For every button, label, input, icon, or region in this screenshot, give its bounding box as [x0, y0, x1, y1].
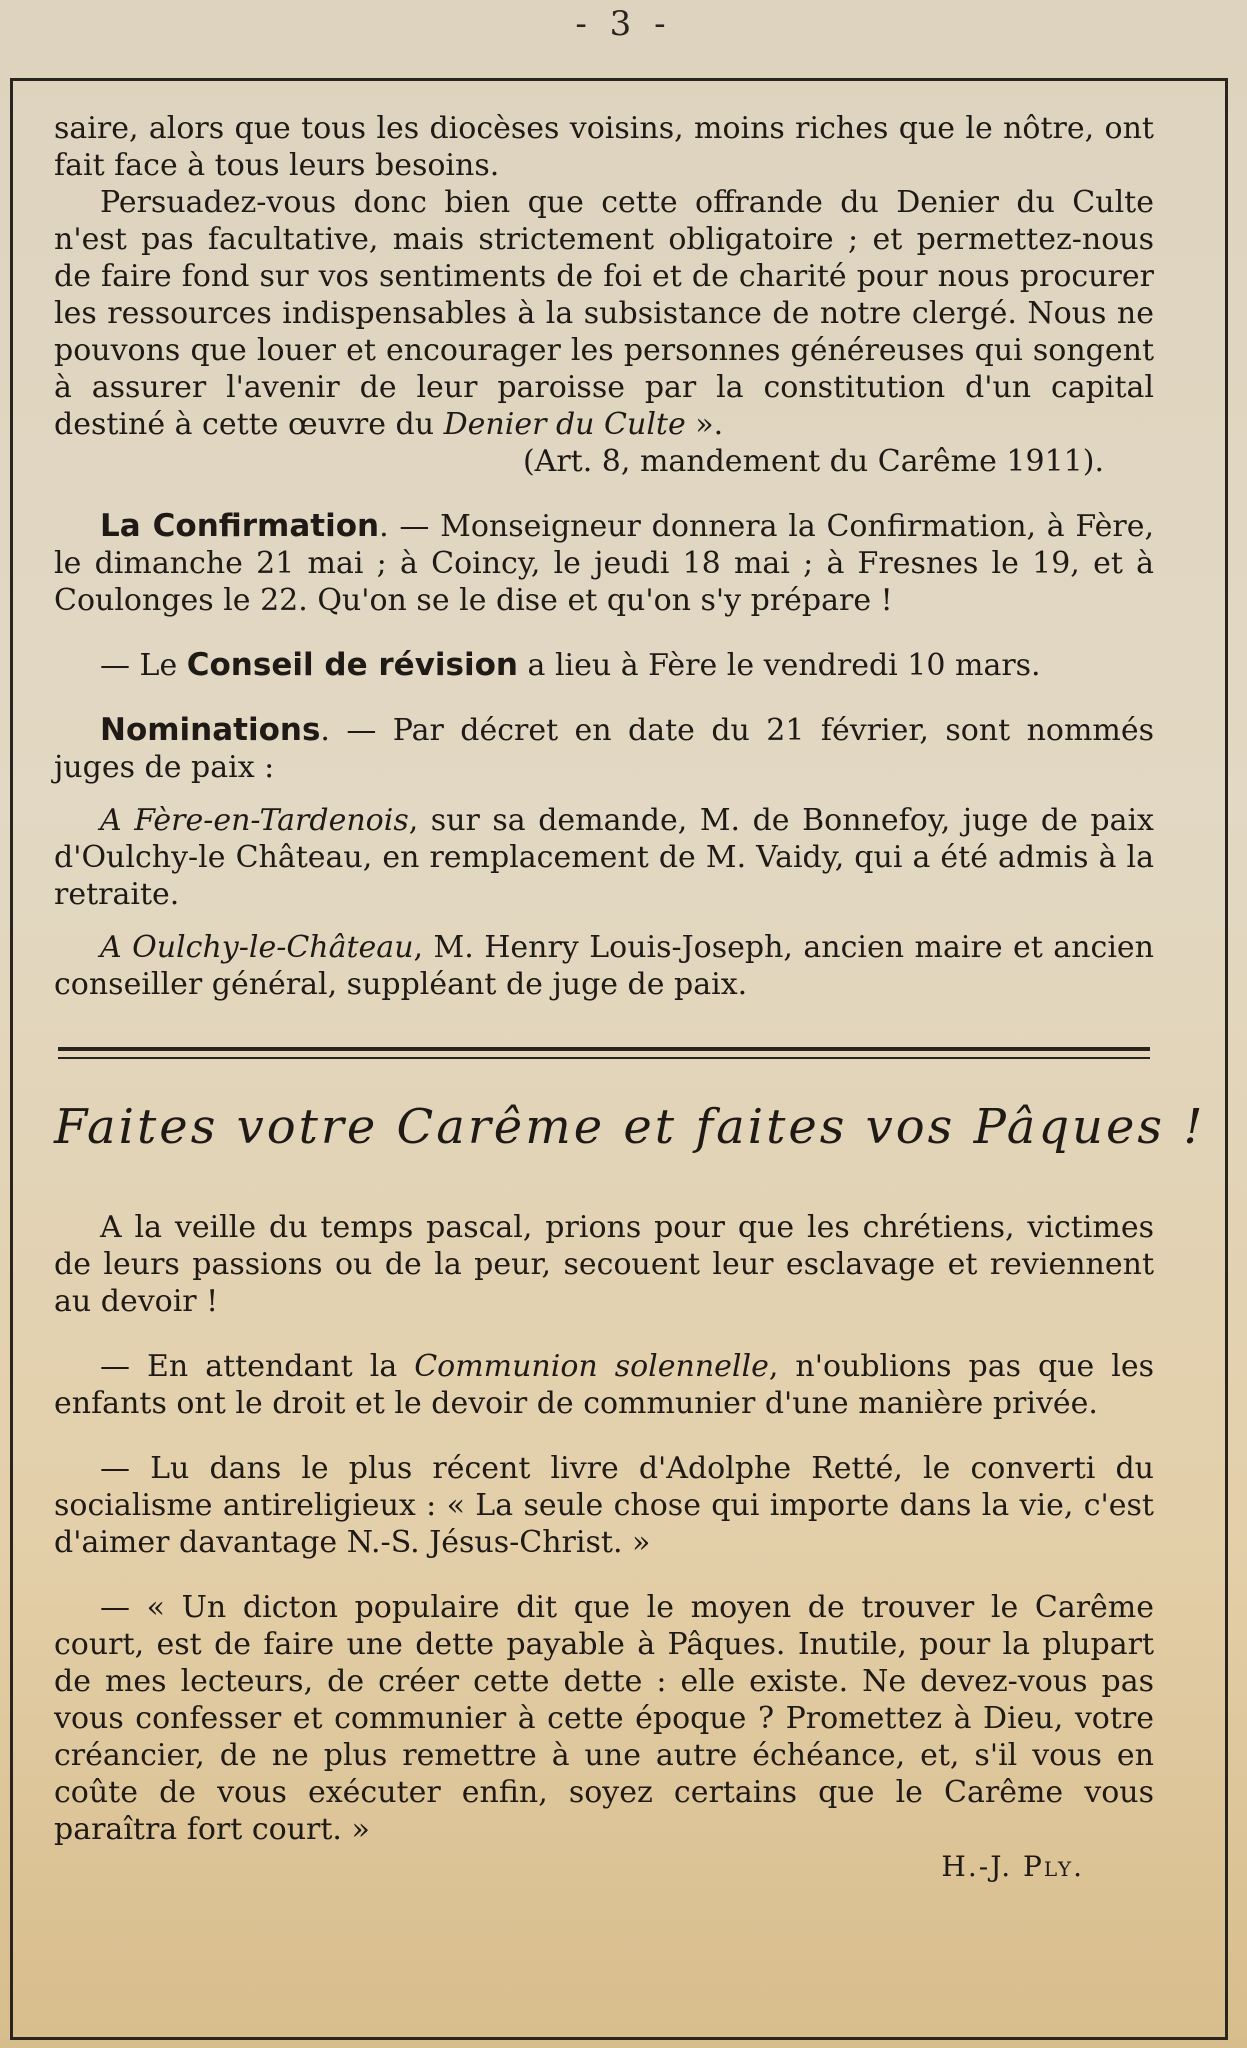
careme-paragraph-1: A la veille du temps pascal, prions pour que les chrétiens, victimes de leurs passions ou de la peur, secouent leur esclavage et reviennent au devoir ! [54, 1210, 1154, 1319]
communion-solennelle-italic: Communion solennelle [414, 1349, 769, 1384]
confirmation-paragraph: La Confirmation. — Monseigneur donnera la Confirmation, à Fère, le dimanche 21 mai ; à Coincy, le jeudi 18 mai ; à Fresnes le 19, et à Coulonges le 22. Qu'on se le dise et qu'on s'y prépare ! [54, 508, 1154, 618]
page-number: - 3 - [575, 4, 672, 44]
denier-du-culte-italic: Denier du Culte [443, 407, 686, 442]
nominations-paragraph: Nominations. — Par décret en date du 21 février, sont nommés juges de paix : [54, 712, 1154, 785]
confirmation-heading: La Confirmation [100, 508, 380, 544]
nomination-item-1: A Fère-en-Tardenois, sur sa demande, M. de Bonnefoy, juge de paix d'Oulchy-le Château, en remplacement de M. Vaidy, qui a été admis à la retraite. [54, 803, 1154, 912]
careme-paragraph-4: — « Un dicton populaire dit que le moyen de trouver le Carême court, est de faire une dette payable à Pâques. Inutile, pour la plupart de mes lecteurs, de créer cette dette : elle existe. Ne devez-vous pas vous confesser et communier à cette époque ? Promettez à Dieu, votre créancier, de ne plus remettre à une autre échéance, et, s'il vous en coûte de vous exécuter enfin, soyez certains que le Carême vous paraîtra fort court. » [54, 1590, 1154, 1847]
careme-paragraph-2: — En attendant la Communion solennelle, n'oublions pas que les enfants ont le droit et le devoir de communier d'une manière privée. [54, 1349, 1154, 1421]
conseil-paragraph: — Le Conseil de révision a lieu à Fère le vendredi 10 mars. [100, 647, 1041, 683]
denier-paragraph-1: saire, alors que tous les diocèses voisins, moins riches que le nôtre, ont fait face à tous leurs besoins. [54, 111, 1154, 183]
nomination-item-2: A Oulchy-le-Château, M. Henry Louis-Joseph, ancien maire et ancien conseiller général, suppléant de juge de paix. [54, 930, 1154, 1002]
signature: H.-J. Ply. [941, 1850, 1084, 1883]
conseil-heading: Conseil de révision [186, 647, 518, 683]
denier-paragraph-2: Persuadez-vous donc bien que cette offrande du Denier du Culte n'est pas facultative, mais strictement obligatoire ; et permettez-nous de faire fond sur vos sentiments de foi et de charité pour nous procurer les ressources indispensables à la subsistance de notre clergé. Nous ne pouvons que louer et encourager les personnes généreuses qui songent à assurer l'avenir de leur paroisse par la constitution d'un capital destiné à cette œuvre du Denier du Culte ». [54, 185, 1154, 442]
nominations-heading: Nominations [100, 712, 321, 748]
careme-paragraph-3: — Lu dans le plus récent livre d'Adolphe Retté, le converti du socialisme antireligieux : « La seule chose qui importe dans la vie, c'est d'aimer davantage N.-S. Jésus-Christ. » [54, 1451, 1154, 1560]
main-content [54, 110, 1206, 1883]
divider-rule [58, 1047, 1150, 1051]
divider-rule-thin [58, 1057, 1150, 1059]
careme-title: Faites votre Carême et faites vos Pâques ! [54, 1099, 1206, 1155]
citation: (Art. 8, mandement du Carême 1911). [522, 444, 1104, 479]
